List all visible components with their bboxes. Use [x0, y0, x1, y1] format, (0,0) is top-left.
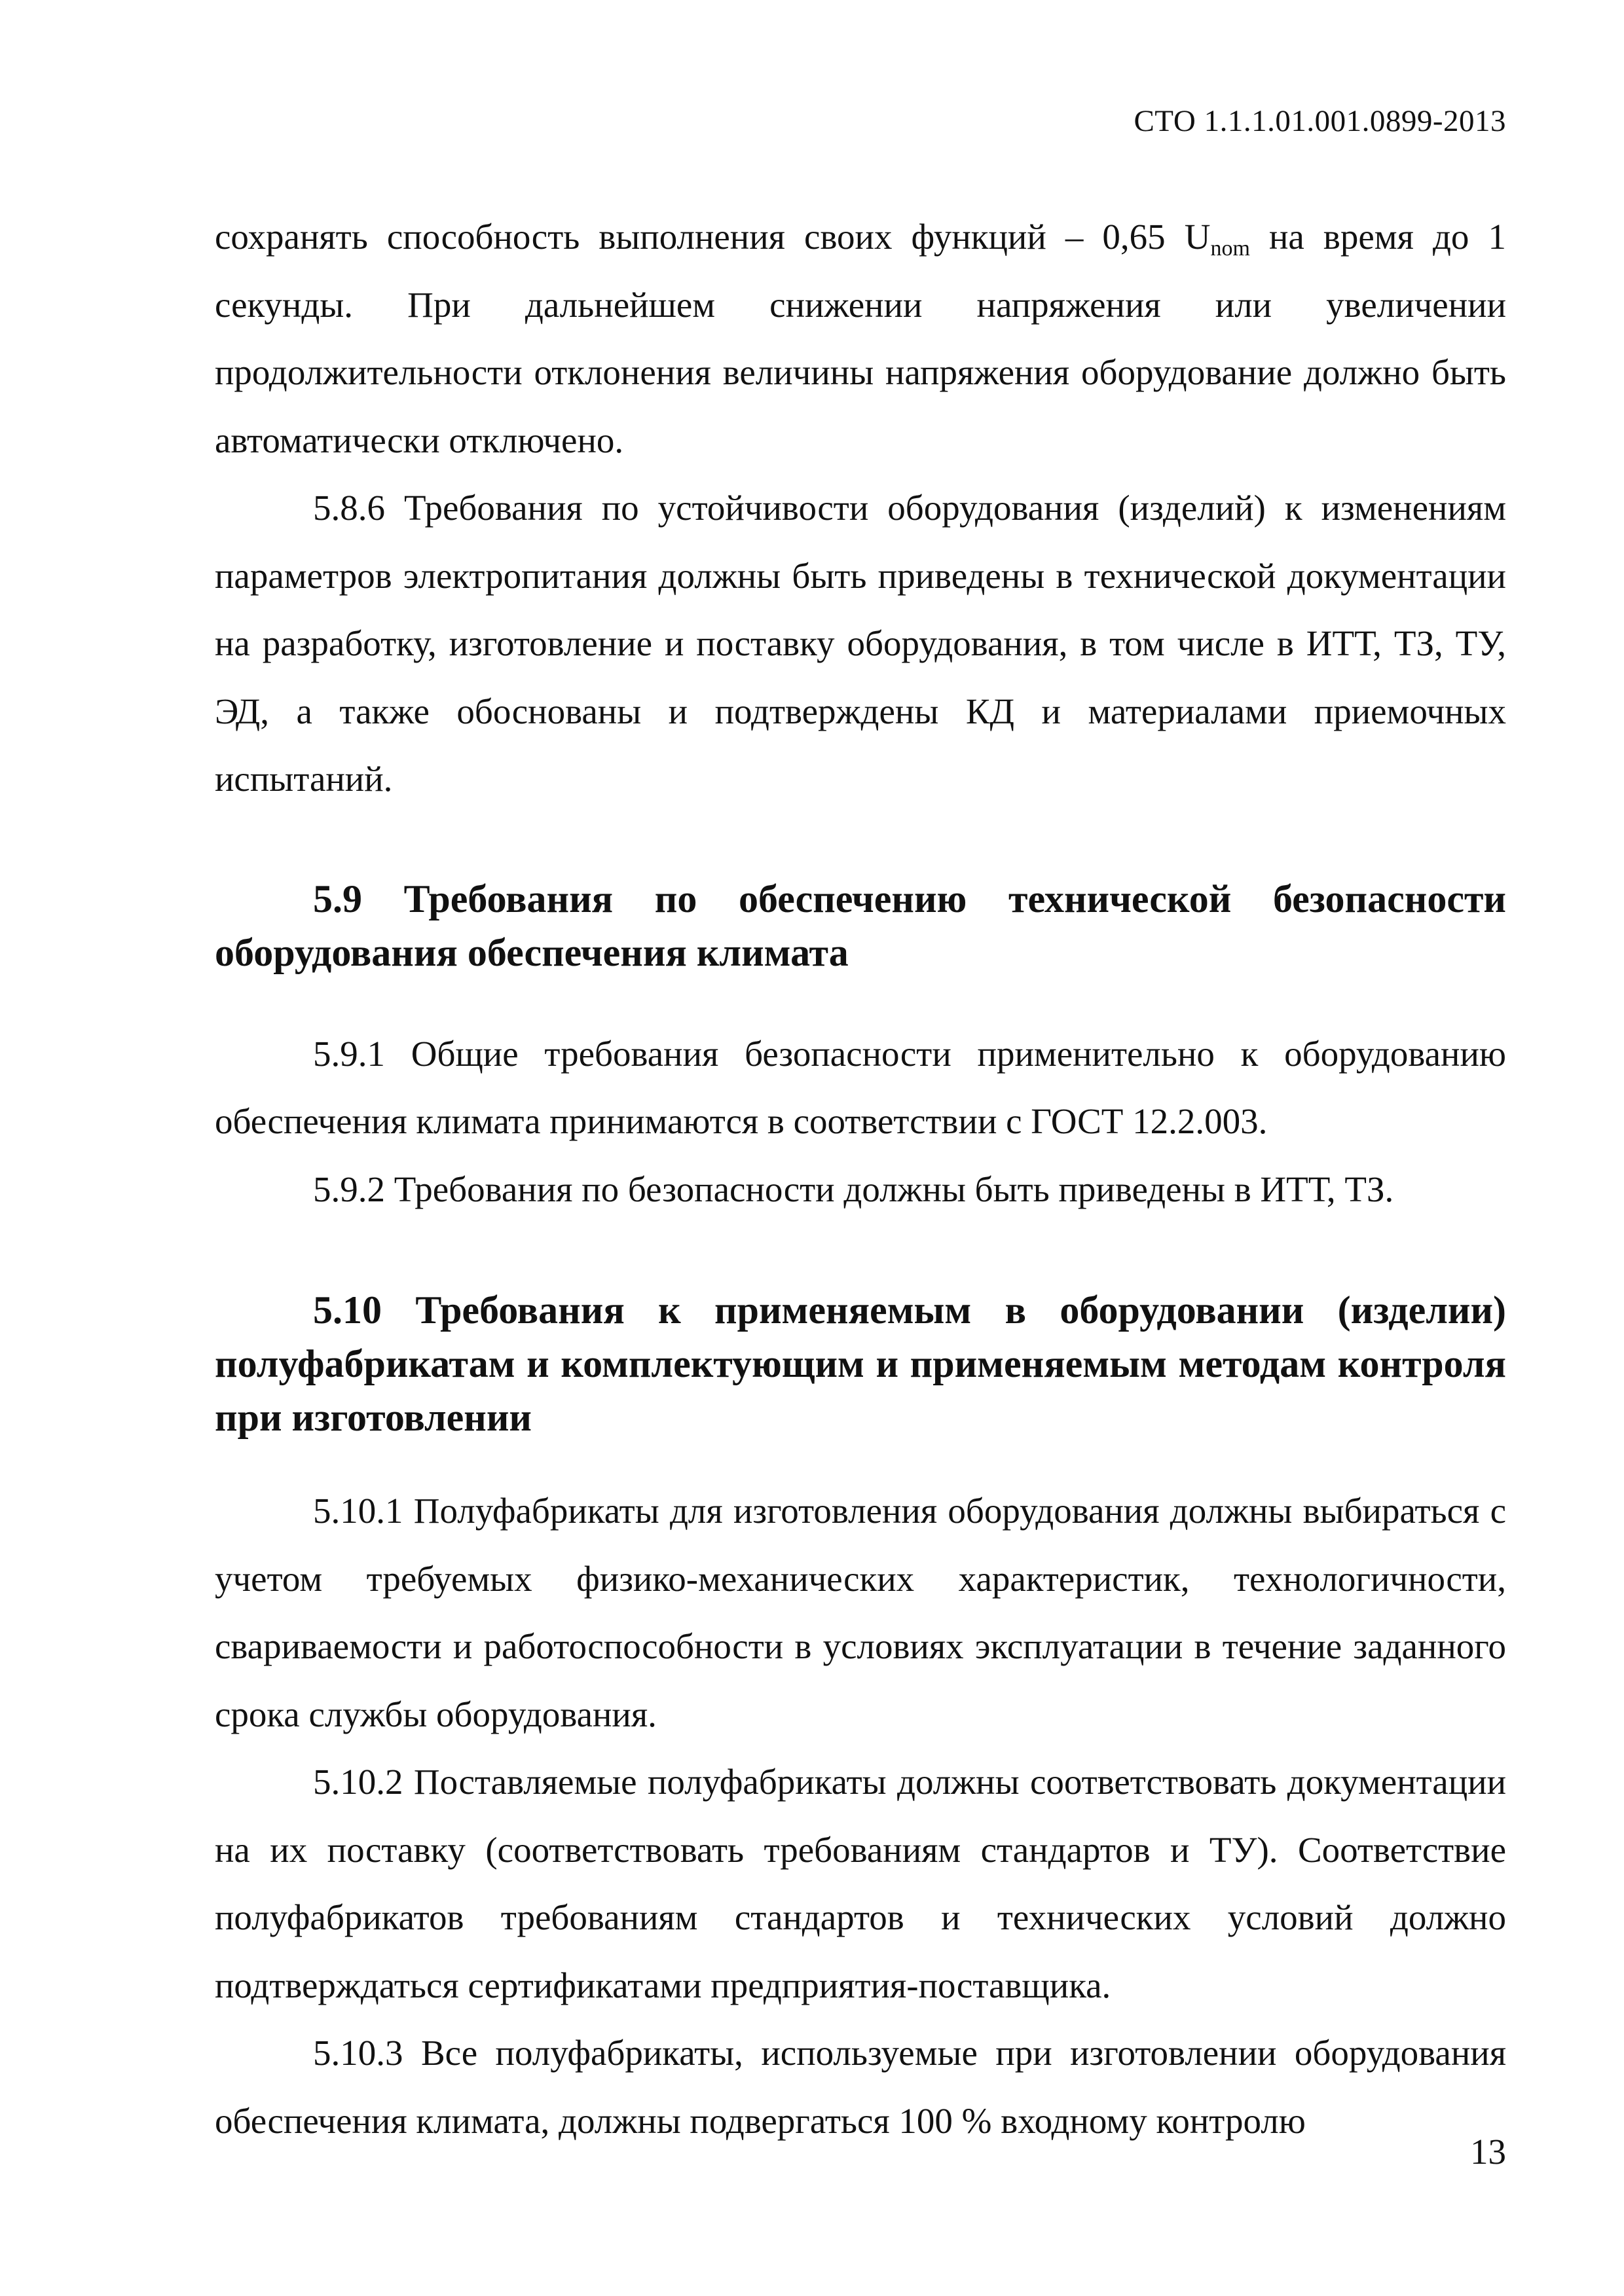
subscript-nom: nom [1210, 236, 1250, 261]
spacer [215, 979, 1506, 1020]
paragraph-text-end: на время до 1 секунды. При дальнейшем снижении напряжения или увеличении продолжительности отклонения величины напряжения оборудование должно быть автоматически отключено. [215, 217, 1506, 460]
paragraph-5-8-6: 5.8.6 Требования по устойчивости оборудования (изделий) к изменениям параметров электропитания должны быть приведены в технической документации на разработку, изготовление и поставку оборудования, в том числе в ИТТ, ТЗ, ТУ, ЭД, а также обоснованы и подтверждены КД и материалами приемочных испытаний. [215, 488, 1506, 799]
paragraph-text-start: сохранять способность выполнения своих функций – 0,65 U [215, 217, 1211, 257]
paragraph-5-10-2: 5.10.2 Поставляемые полуфабрикаты должны соответствовать документации на их поставку (соответствовать требованиям стандартов и ТУ). Соответствие полуфабрикатов требованиям стандартов и технических условий должно подтверждаться сертификатами предприятия-поставщика. [215, 1762, 1506, 2005]
spacer [215, 813, 1506, 872]
section-heading-5-9: 5.9 Требования по обеспечению технической безопасности оборудования обеспечения климата [215, 877, 1506, 974]
spacer [215, 1223, 1506, 1283]
paragraph-5-10-1: 5.10.1 Полуфабрикаты для изготовления оборудования должны выбираться с учетом требуемых физико-механических характеристик, технологичности, свариваемости и работоспособности в условиях эксплуатации в течение заданного срока службы оборудования. [215, 1491, 1506, 1734]
paragraph-5-9-2: 5.9.2 Требования по безопасности должны быть приведены в ИТТ, ТЗ. [313, 1169, 1394, 1209]
section-heading-5-10: 5.10 Требования к применяемым в оборудовании (изделии) полуфабрикатам и комплектующим и применяемым методам контроля при изготовлении [215, 1288, 1506, 1439]
page-number: 13 [1470, 2132, 1506, 2172]
spacer [215, 1444, 1506, 1477]
paragraph-continuation [215, 203, 1506, 474]
paragraph-5-10-3: 5.10.3 Все полуфабрикаты, используемые при изготовлении оборудования обеспечения климата, должны подвергаться 100 % входному контролю [215, 2033, 1506, 2141]
page-content [215, 203, 1506, 2155]
paragraph-5-9-1: 5.9.1 Общие требования безопасности применительно к оборудованию обеспечения климата принимаются в соответствии с ГОСТ 12.2.003. [215, 1033, 1506, 1141]
document-code: СТО 1.1.1.01.001.0899-2013 [1134, 104, 1506, 138]
